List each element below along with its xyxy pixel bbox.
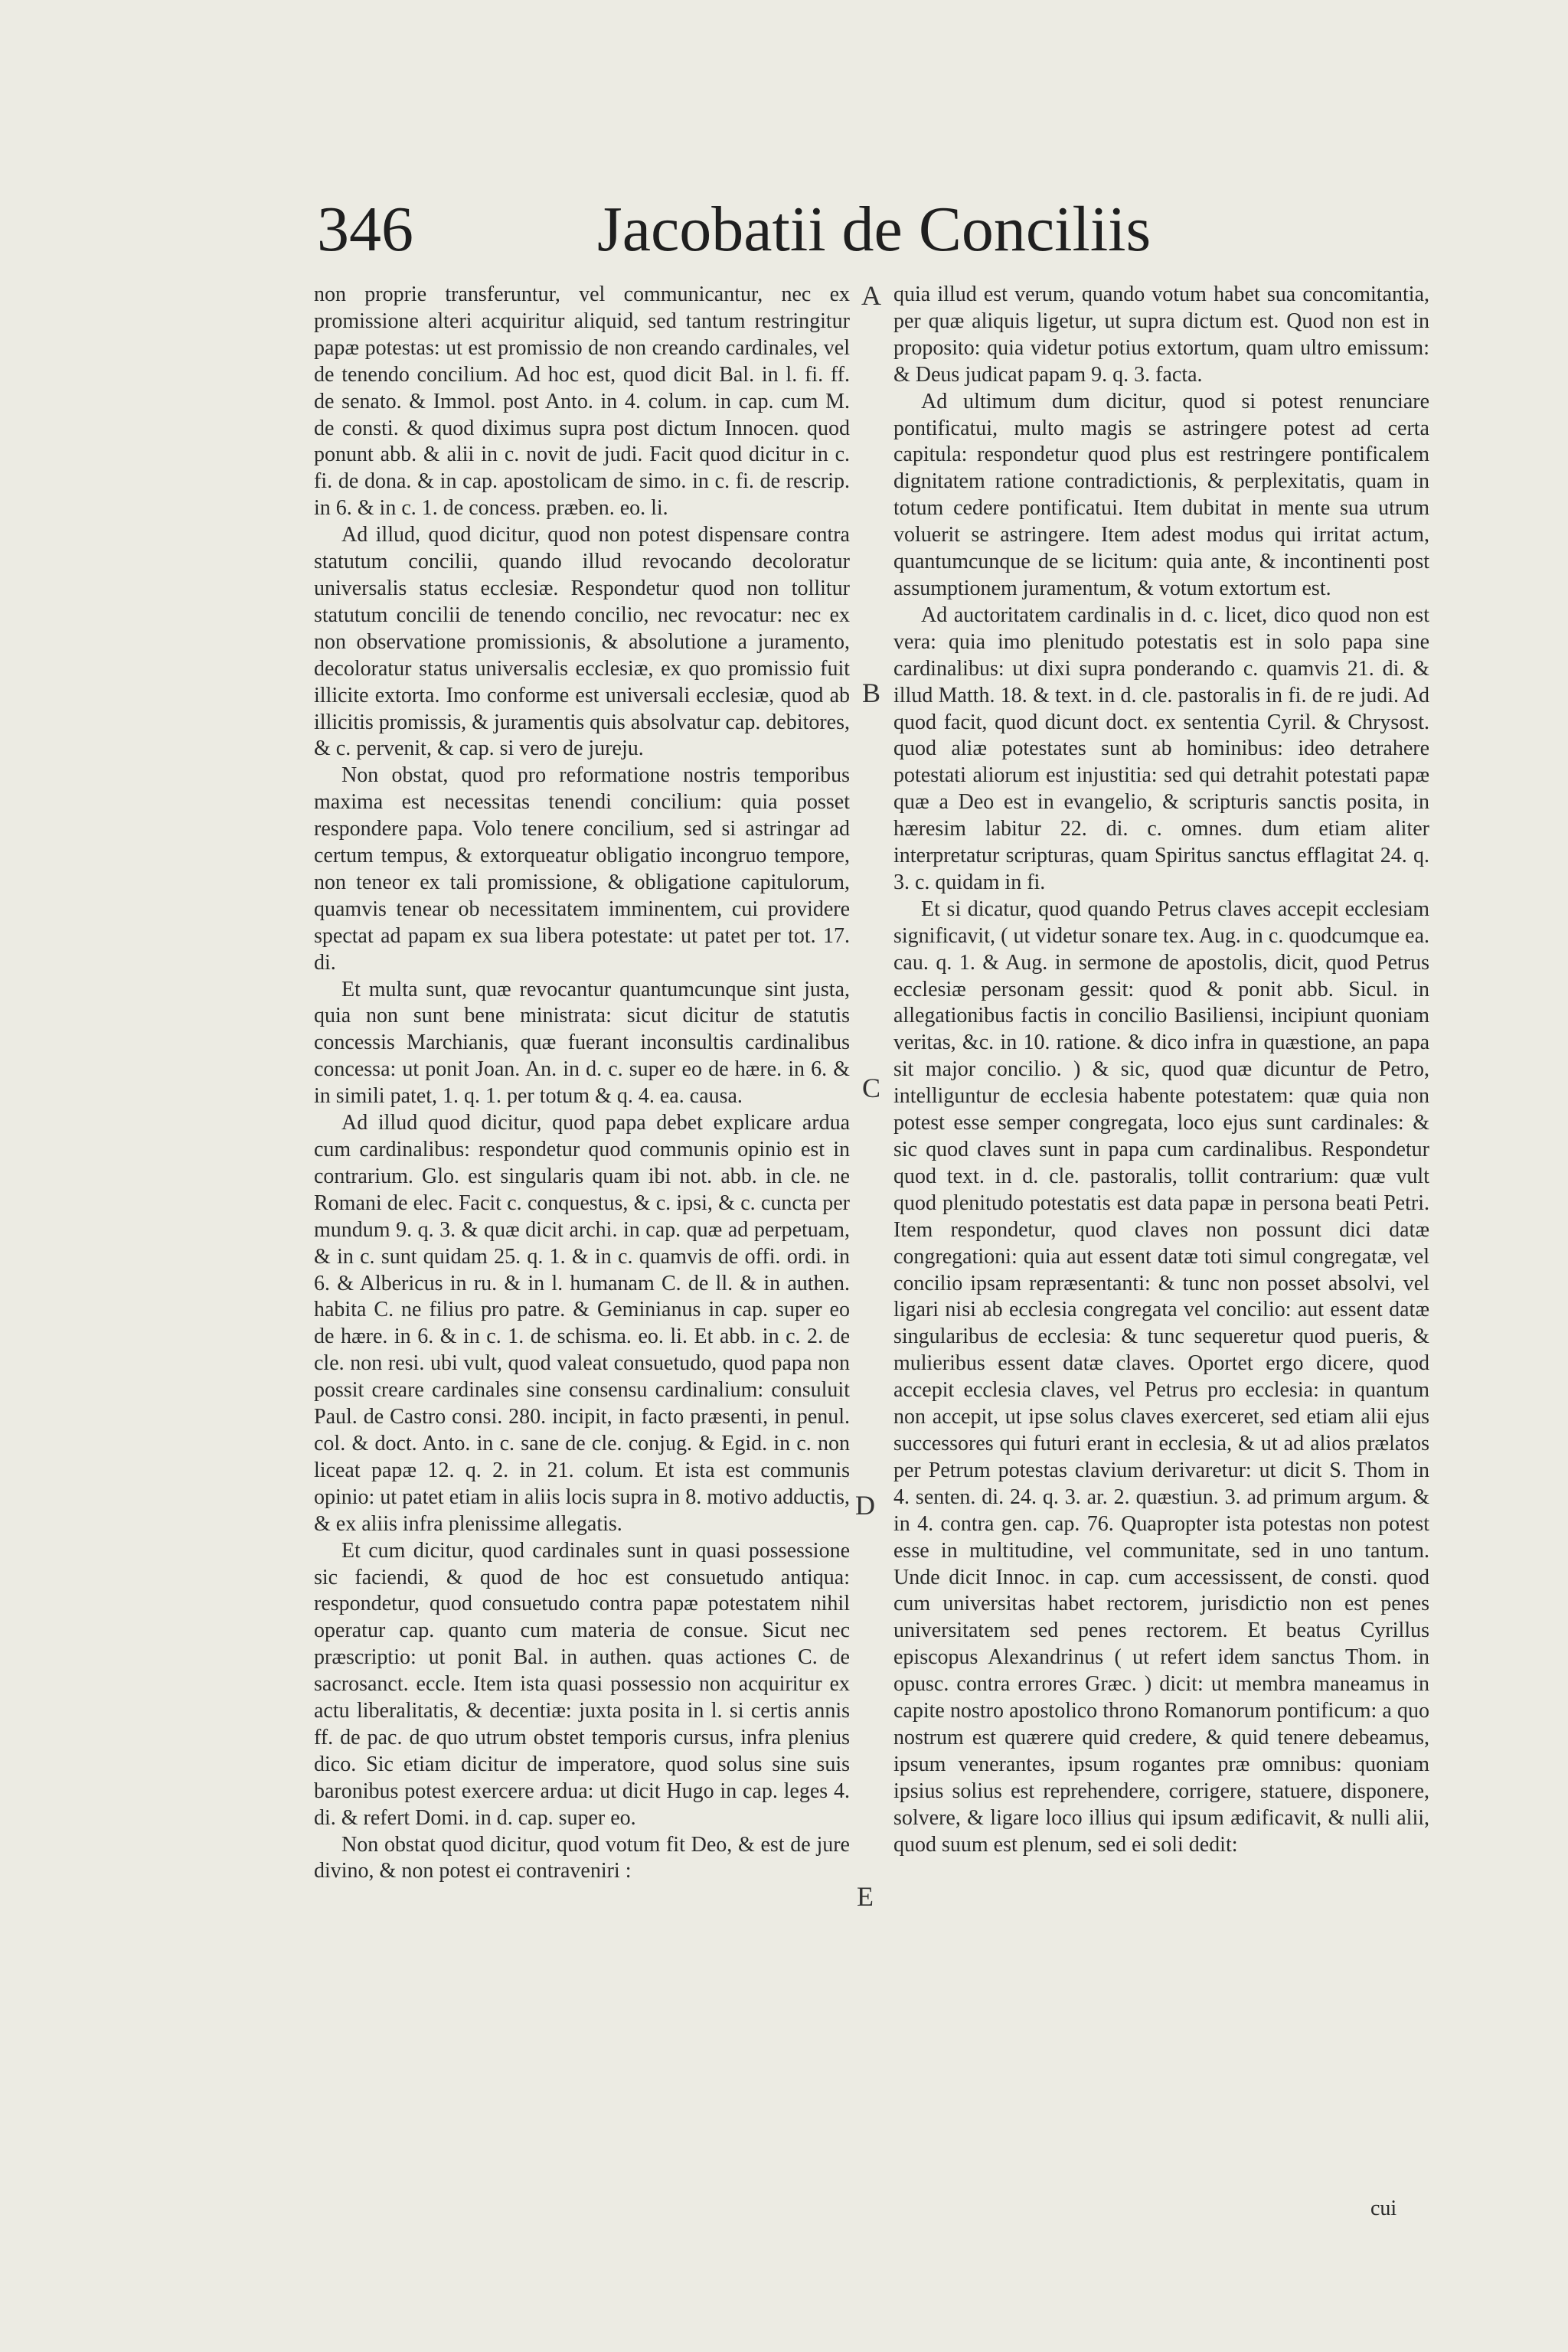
marginal-letter-e: E	[857, 1881, 874, 1912]
paragraph: Ad illud, quod dicitur, quod non potest dispensare contra statutum concilii, quando illud revocando decoloratur universalis status ecclesiæ. Respondetur quod non tollitur statutum concilii de tenendo concilio, nec revocatur: nec ex non observatione promissionis, & absolutione a juramento, decoloratur status universalis ecclesiæ, ex quo promissio fuit illicite extorta. Imo conforme est universali ecclesiæ, quod ab illicitis promissis, & juramentis quis absolvatur cap. debitores, & c. pervenit, & cap. si vero de jureju.	[314, 523, 850, 761]
paragraph: non proprie transferuntur, vel communicantur, nec ex promissione alteri acquiritur aliquid, sed tantum restringitur papæ potestas: ut est promissio de non creando cardinales, vel de tenendo concilium. Ad hoc est, quod dicit Bal. in l. fi. ff. de senato. & Immol. post Anto. in 4. colum. in cap. cum M. de consti. & quod diximus supra post dictum Innocen. quod ponunt abb. & alii in c. novit de judi. Facit quod dicitur in c. fi. de dona. & in cap. apostolicam de simo. in c. fi. de rescrip. in 6. & in c. 1. de concess. præben. eo. li.	[314, 283, 850, 521]
paragraph: Non obstat, quod pro reformatione nostris temporibus maxima est necessitas tenendi concilium: quia posset respondere papa. Volo tenere concilium, sed si astringar ad certum tempus, & extorqueatur obligatio incongruo tempore, non teneor ex tali promissione, & obligatione capitulorum, quamvis tenear ob necessitatem imminentem, cui providere spectat ad papam ex sua libera potestate: ut patet per tot. 17. di.	[314, 763, 850, 975]
paragraph: Et cum dicitur, quod cardinales sunt in quasi possessione sic faciendi, & quod de hoc est consuetudo antiqua: respondetur, quod consuetudo contra papæ potestatem nihil operatur cap. quanto cum materia de consue. Sicut nec præscriptio: ut ponit Bal. in authen. quas actiones C. de sacrosanct. eccle. Item ista quasi possessio non acquiritur ex actu liberalitatis, & decentiæ: juxta posita in l. si certis annis ff. de pac. de quo utrum obstet temporis cursus, infra plenius dico. Sic etiam dicitur de imperatore, quod solus sine suis baronibus potest exercere ardua: ut dicit Hugo in cap. leges 4. di. & refert Domi. in d. cap. super eo.	[314, 1538, 850, 1830]
marginal-letter-d: D	[855, 1490, 875, 1521]
marginal-letter-a: A	[861, 280, 881, 311]
paragraph: Ad illud quod dicitur, quod papa debet explicare ardua cum cardinalibus: respondetur quod communis opinio est in contrarium. Glo. est singularis quam ibi not. abb. in cle. ne Romani de elec. Facit c. conquestus, & c. ipsi, & c. cuncta per mundum 9. q. 3. & quæ dicit archi. in cap. quæ ad perpetuam, & in c. sunt quidam 25. q. 1. & in c. quamvis de offi. ordi. in 6. & Albericus in ru. & in l. humanam C. de ll. & in authen. habita C. ne filius pro patre. & Geminianus in cap. super eo de hære. in 6. & in c. 1. de schisma. eo. li. Et abb. in c. 2. de cle. non resi. ubi vult, quod valeat consuetudo, quod papa non possit creare cardinales sine consensu cardinalium: consuluit Paul. de Castro consi. 280. incipit, in facto præsenti, in penul. col. & doct. Anto. in c. sane de cle. conjug. & Egid. in c. non liceat papæ 12. q. 2. in 21. colum. Et ista est communis opinio: ut patet etiam in aliis locis supra in 8. motivo adductis, & ex aliis infra plenissime allegatis.	[314, 1111, 850, 1536]
paragraph: Et si dicatur, quod quando Petrus claves accepit ecclesiam significavit, ( ut videtur sonare tex. Aug. in c. quodcumque ea. cau. q. 1. & Aug. in sermone de apostolis, dicit, quod Petrus ecclesiæ personam gessit: quod & ponit abb. Sicul. in allegationibus factis in concilio Basiliensi, incipiunt quoniam veritas, &c. in 10. ratione. & dico infra in quæstione, an papa sit major concilio. ) & sic, quod quæ dicuntur de Petro, intelliguntur de ecclesia habente potestatem: quæ quia non potest esse semper congregata, loco ejus sunt cardinales: & sic quod claves sunt in papa cum cardinalibus. Respondetur quod text. in d. cle. pastoralis, tollit contrarium: quæ vult quod plenitudo potestatis est data papæ in persona beati Petri. Item respondetur, quod claves non possunt dici datæ congregationi: quia aut essent datæ toti simul congregatæ, vel concilio ipsam repræsentanti: & tunc non posset absolvi, vel ligari nisi ab ecclesia congregata vel concilio: aut essent datæ singularibus de ecclesia: & tunc sequeretur quod pueris, & mulieribus essent datæ claves. Oportet ergo dicere, quod accepit ecclesia claves, vel Petrus pro ecclesia: in quantum non accepit, ut ipse solus claves exerceret, sed etiam alii ejus successores qui futuri erant in ecclesia, & ut ad alios prælatos per Petrum potestas clavium derivaretur: ut dicit S. Thom in 4. senten. di. 24. q. 3. ar. 2. quæstiun. 3. ad primum argum. & in 4. contra gen. cap. 76. Quapropter ista potestas non potest esse in multitudine, vel communitate, sed in uno tantum. Unde dicit Innoc. in cap. cum accessissent, de consti. quod cum universitas habet rectorem, jurisdictio non est penes universitatem sed penes rectorem. Et beatus Cyrillus episcopus Alexandrinus ( ut refert idem sanctus Thom. in opusc. contra errores Græc. ) dicit: ut membra maneamus in capite nostro apostolico throno Romanorum pontificum: a quo nostrum est quærere quid credere, & quid tenere debeamus, ipsum venerantes, ipsum rogantes præ omnibus: quoniam ipsius solius est reprehendere, corrigere, statuere, disponere, solvere, & ligare loco illius qui ipsum ædificavit, & nulli alii, quod suum est plenum, sed ei soli dedit:	[893, 897, 1429, 1857]
left-column	[314, 282, 850, 2200]
paragraph: Et multa sunt, quæ revocantur quantumcunque sint justa, quia non sunt bene ministrata: sicut dicitur de statutis concessis Marchianis, quæ fuerant inconsultis cardinalibus concessa: ut ponit Joan. An. in d. c. super eo de hære. in 6. & in simili patet, 1. q. 1. per totum & q. 4. ea. causa.	[314, 977, 850, 1109]
catchword: cui	[1370, 2197, 1397, 2220]
page-number: 346	[317, 194, 413, 265]
marginal-letter-c: C	[861, 1073, 880, 1103]
paragraph: Ad auctoritatem cardinalis in d. c. licet, dico quod non est vera: quia imo plenitudo potestatis est in solo papa sine cardinalibus: ut dixi supra ponderando c. quamvis 21. di. & illud Matth. 18. & text. in d. cle. pastoralis in fi. de re judi. Ad quod facit, quod dicunt doct. ex sententia Cyril. & Chrysost. quod aliæ potestates sunt ab hominibus: ideo detrahere potestati aliorum est injustitia: sed qui detrahit potestati papæ quæ a Deo est in evangelio, & scripturis sanctis posita, in hæresim labitur 22. di. c. omnes. dum etiam aliter interpretatur scripturas, quam Spiritus sanctus efflagitat 24. q. 3. c. quidam in fi.	[893, 603, 1429, 894]
page-header	[314, 191, 1386, 276]
right-column	[893, 282, 1429, 2192]
running-title: Jacobatii de Conciliis	[597, 194, 1152, 265]
marginal-letter-b: B	[861, 678, 880, 708]
paragraph: quia illud est verum, quando votum habet sua concomitantia, per quæ aliquis ligetur, ut supra dictum est. Quod non est in proposito: quia videtur potius extortum, quam ultro emissum: & Deus judicat papam 9. q. 3. facta.	[893, 283, 1429, 387]
paragraph: Non obstat quod dicitur, quod votum fit Deo, & est de jure divino, & non potest ei contraveniri :	[314, 1832, 850, 1883]
paragraph: Ad ultimum dum dicitur, quod si potest renunciare pontificatui, multo magis se astringere potest ad certa capitula: respondetur quod plus est restringere pontificalem dignitatem ratione contradictionis, & perplexitatis, quam in totum cedere pontificatui. Item dubitat in mente sua utrum voluerit se astringere. Item adest modus qui irritat actum, quantumcunque de se licitum: quia ante, & incontinenti post assumptionem juramentum, & votum extortum est.	[893, 389, 1429, 600]
